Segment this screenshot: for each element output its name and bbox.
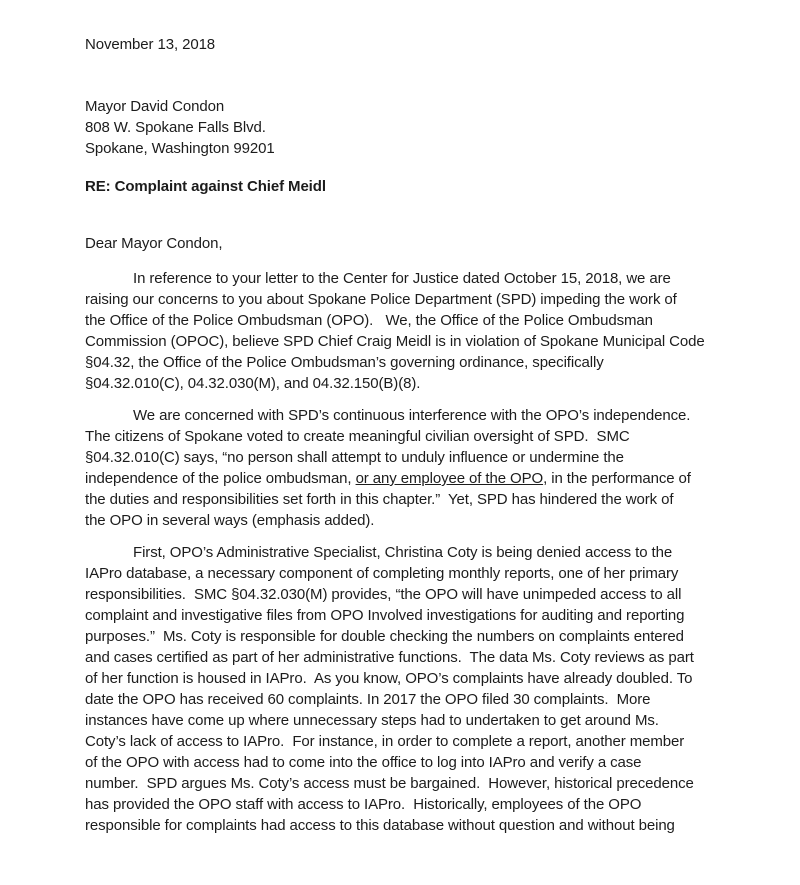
paragraph bbox=[85, 542, 715, 836]
paragraph-line: purposes.” Ms. Coty is responsible for double checking the numbers on complaints entered bbox=[85, 628, 684, 645]
text-segment: , in the performance of bbox=[543, 470, 691, 487]
recipient-line: 808 W. Spokane Falls Blvd. bbox=[85, 119, 266, 136]
paragraph-line: and cases certified as part of her administrative functions. The data Ms. Coty reviews as part bbox=[85, 649, 694, 666]
paragraph-line: instances have come up where unnecessary steps had to undertaken to get around Ms. bbox=[85, 712, 659, 729]
paragraph bbox=[85, 405, 715, 531]
paragraph-line: §04.32, the Office of the Police Ombudsman’s governing ordinance, specifically bbox=[85, 354, 604, 371]
salutation: Dear Mayor Condon, bbox=[85, 235, 223, 252]
paragraph-line: We are concerned with SPD’s continuous interference with the OPO’s independence. bbox=[133, 407, 691, 424]
letter-content bbox=[0, 34, 800, 836]
letter-body bbox=[85, 268, 715, 836]
paragraph-line: the duties and responsibilities set forth in this chapter.” Yet, SPD has hindered the work of bbox=[85, 491, 674, 508]
paragraph-line: responsibilities. SMC §04.32.030(M) provides, “the OPO will have unimpeded access to all bbox=[85, 586, 682, 603]
paragraph-line: IAPro database, a necessary component of completing monthly reports, one of her primary bbox=[85, 565, 679, 582]
paragraph-line: §04.32.010(C) says, “no person shall attempt to unduly influence or undermine the bbox=[85, 449, 624, 466]
recipient-address-block bbox=[85, 96, 715, 159]
paragraph-line: date the OPO has received 60 complaints. In 2017 the OPO filed 30 complaints. More bbox=[85, 691, 651, 708]
paragraph-line: Coty’s lack of access to IAPro. For instance, in order to complete a report, another member bbox=[85, 733, 685, 750]
paragraph-line: The citizens of Spokane voted to create meaningful civilian oversight of SPD. SMC bbox=[85, 428, 630, 445]
paragraph-line: the Office of the Police Ombudsman (OPO). We, the Office of the Police Ombudsman bbox=[85, 312, 653, 329]
paragraph-line bbox=[85, 468, 715, 489]
paragraph-line: In reference to your letter to the Center for Justice dated October 15, 2018, we are bbox=[133, 270, 671, 287]
underlined-text: or any employee of the OPO bbox=[355, 470, 544, 487]
paragraph-line: number. SPD argues Ms. Coty’s access must be bargained. However, historical precedence bbox=[85, 775, 694, 792]
paragraph-line: First, OPO’s Administrative Specialist, Christina Coty is being denied access to the bbox=[133, 544, 673, 561]
paragraph-line: raising our concerns to you about Spokane Police Department (SPD) impeding the work of bbox=[85, 291, 677, 308]
paragraph-line: of the OPO with access had to come into the office to log into IAPro and verify a case bbox=[85, 754, 642, 771]
paragraph-line: §04.32.010(C), 04.32.030(M), and 04.32.150(B)(8). bbox=[85, 375, 421, 392]
letter-date: November 13, 2018 bbox=[85, 36, 216, 53]
paragraph-line: the OPO in several ways (emphasis added). bbox=[85, 512, 375, 529]
paragraph-line: of her function is housed in IAPro. As you know, OPO’s complaints have already doubled. To bbox=[85, 670, 693, 687]
text-segment: independence of the police ombudsman, bbox=[85, 470, 356, 487]
paragraph bbox=[85, 268, 715, 394]
subject-line: RE: Complaint against Chief Meidl bbox=[85, 178, 326, 195]
paragraph-line: has provided the OPO staff with access to IAPro. Historically, employees of the OPO bbox=[85, 796, 642, 813]
paragraph-line: Commission (OPOC), believe SPD Chief Craig Meidl is in violation of Spokane Municipal Code bbox=[85, 333, 705, 350]
recipient-line: Mayor David Condon bbox=[85, 98, 225, 115]
paragraph-line: responsible for complaints had access to this database without question and without being bbox=[85, 817, 675, 834]
recipient-line: Spokane, Washington 99201 bbox=[85, 140, 275, 157]
paragraph-line: complaint and investigative files from OPO Involved investigations for auditing and reporting bbox=[85, 607, 685, 624]
